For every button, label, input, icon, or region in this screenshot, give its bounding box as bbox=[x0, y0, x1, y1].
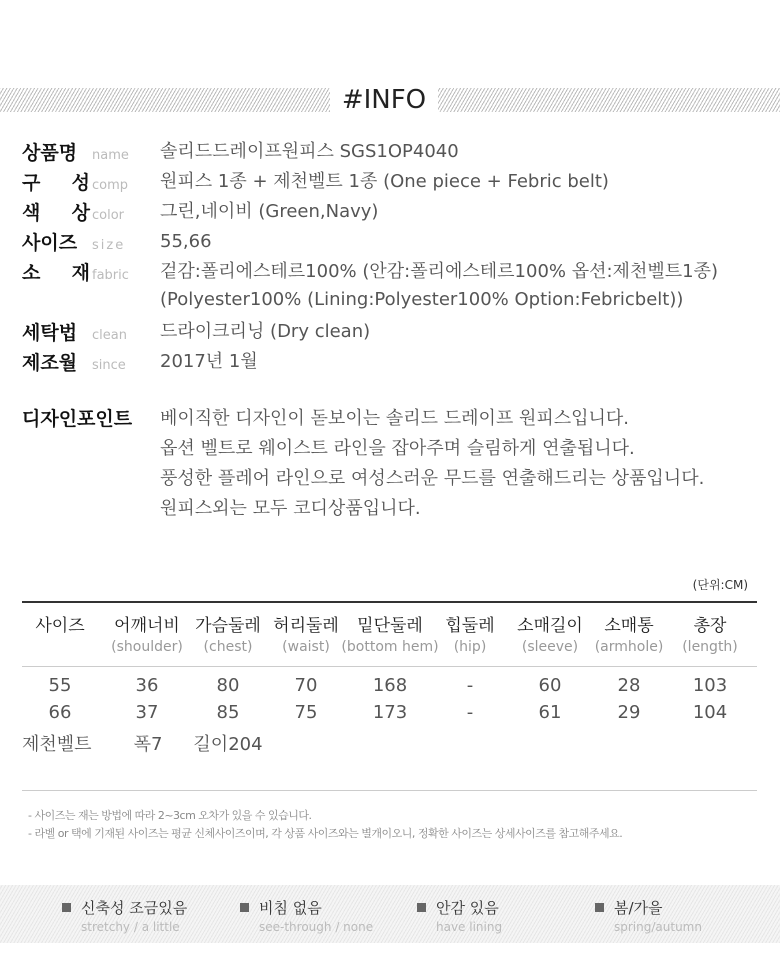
belt-label: 제천벨트 bbox=[22, 734, 92, 755]
design-line: 베이직한 디자인이 돋보이는 솔리드 드레이프 원피스입니다. bbox=[160, 408, 630, 429]
feature-title: 비침 없음 bbox=[259, 899, 322, 917]
table-subheader-cell: (shoulder) bbox=[111, 639, 183, 655]
table-header-cell: 소매길이 bbox=[517, 616, 583, 636]
table-subheader-cell: (waist) bbox=[282, 639, 330, 655]
table-top-rule bbox=[22, 601, 757, 603]
info-row-since bbox=[22, 348, 772, 378]
info-label: 상품명 bbox=[22, 142, 78, 164]
info-label: 제조월 bbox=[22, 352, 78, 374]
info-value: 그린,네이비 (Green,Navy) bbox=[160, 201, 379, 222]
unit-label: (단위:CM) bbox=[692, 578, 748, 592]
size-notes bbox=[28, 807, 622, 843]
feature-sub: stretchy / a little bbox=[81, 920, 180, 934]
info-value-2: (Polyester100% (Lining:Polyester100% Option:Febricbelt)) bbox=[160, 289, 684, 310]
square-bullet-icon bbox=[240, 903, 249, 912]
table-cell: 80 bbox=[216, 675, 240, 696]
design-point bbox=[22, 404, 772, 524]
table-subheader-cell: (sleeve) bbox=[521, 639, 579, 655]
info-label-en: size bbox=[92, 238, 126, 253]
note-line: - 사이즈는 재는 방법에 따라 2~3cm 오차가 있을 수 있습니다. bbox=[28, 809, 312, 822]
table-subheader-cell: (chest) bbox=[203, 639, 253, 655]
table-header-cell: 힙둘레 bbox=[445, 616, 495, 636]
info-label-en: name bbox=[92, 148, 129, 163]
table-cell: 173 bbox=[372, 702, 408, 723]
product-info bbox=[22, 138, 772, 378]
info-value: 솔리드드레이프원피스 SGS1OP4040 bbox=[160, 141, 459, 162]
info-label: 세탁법 bbox=[22, 322, 78, 344]
table-header-cell: 사이즈 bbox=[35, 616, 85, 636]
info-row-clean bbox=[22, 318, 772, 348]
table-cell: 61 bbox=[538, 702, 562, 723]
table-subheader-cell: (bottom hem) bbox=[341, 639, 439, 655]
table-subheader-cell: (length) bbox=[682, 639, 738, 655]
table-cell: 66 bbox=[48, 702, 72, 723]
info-label-en: clean bbox=[92, 328, 127, 343]
feature-lining bbox=[417, 897, 502, 934]
info-row-name bbox=[22, 138, 772, 168]
table-subheader-cell: (armhole) bbox=[594, 639, 664, 655]
info-value: 원피스 1종 + 제천벨트 1종 (One piece + Febric belt) bbox=[160, 171, 609, 192]
info-label: 사이즈 bbox=[22, 232, 78, 254]
table-cell: 37 bbox=[135, 702, 159, 723]
table-header-cell: 밑단둘레 bbox=[357, 616, 423, 636]
square-bullet-icon bbox=[62, 903, 71, 912]
feature-season bbox=[595, 897, 702, 934]
info-value: 2017년 1월 bbox=[160, 351, 258, 372]
note-line: - 라벨 or 택에 기재된 사이즈는 평균 신체사이즈이며, 각 상품 사이즈와는 별개이오니, 정확한 사이즈는 상세사이즈를 참고해주세요. bbox=[28, 827, 623, 840]
feature-bar bbox=[0, 885, 780, 943]
section-title: #INFO bbox=[330, 84, 438, 116]
info-row-size bbox=[22, 228, 772, 258]
info-label-en: since bbox=[92, 358, 126, 373]
table-header-cell: 허리둘레 bbox=[273, 616, 339, 636]
info-value: 겉감:폴리에스테르100% (안감:폴리에스테르100% 옵션:제천벨트1종) bbox=[160, 261, 718, 282]
info-label: 소 재 bbox=[22, 262, 90, 284]
square-bullet-icon bbox=[595, 903, 604, 912]
feature-sub: have lining bbox=[436, 920, 503, 934]
table-cell: - bbox=[466, 675, 474, 696]
feature-seethrough bbox=[240, 897, 373, 934]
info-row-comp bbox=[22, 168, 772, 198]
info-label: 구 성 bbox=[22, 172, 90, 194]
info-row-color bbox=[22, 198, 772, 228]
info-label-en: comp bbox=[92, 178, 129, 193]
design-label: 디자인포인트 bbox=[22, 408, 133, 430]
table-header-cell: 소매통 bbox=[604, 616, 654, 636]
info-label-en: color bbox=[92, 208, 125, 223]
table-header-cell: 가슴둘레 bbox=[195, 616, 261, 636]
table-header-cell: 어깨너비 bbox=[114, 616, 180, 636]
table-cell: 168 bbox=[372, 675, 408, 696]
feature-sub: see-through / none bbox=[259, 920, 374, 934]
table-header-cell: 총장 bbox=[693, 616, 727, 636]
table-cell: - bbox=[466, 702, 474, 723]
table-cell: 36 bbox=[135, 675, 159, 696]
design-line: 옵션 벨트로 웨이스트 라인을 잡아주며 슬림하게 연출됩니다. bbox=[160, 438, 635, 459]
feature-sub: spring/autumn bbox=[614, 920, 702, 934]
table-cell: 60 bbox=[538, 675, 562, 696]
square-bullet-icon bbox=[417, 903, 426, 912]
feature-stretch bbox=[62, 897, 187, 934]
feature-title: 안감 있음 bbox=[436, 899, 499, 917]
info-label-en: fabric bbox=[92, 268, 129, 283]
info-value: 55,66 bbox=[160, 231, 212, 252]
info-row-fabric bbox=[22, 258, 772, 318]
table-cell: 28 bbox=[617, 675, 641, 696]
table-cell: 75 bbox=[294, 702, 318, 723]
table-cell: 104 bbox=[692, 702, 728, 723]
table-cell: 29 bbox=[617, 702, 641, 723]
info-value: 드라이크리닝 (Dry clean) bbox=[160, 321, 371, 342]
feature-title: 봄/가을 bbox=[614, 899, 663, 917]
table-header-rule bbox=[22, 666, 757, 667]
table-subheader-cell: (hip) bbox=[453, 639, 487, 655]
info-label: 색 상 bbox=[22, 202, 90, 224]
design-line: 원피스외는 모두 코디상품입니다. bbox=[160, 498, 421, 519]
table-bottom-rule bbox=[22, 790, 757, 791]
design-line: 풍성한 플레어 라인으로 여성스러운 무드를 연출해드리는 상품입니다. bbox=[160, 468, 705, 489]
feature-title: 신축성 조금있음 bbox=[81, 899, 188, 917]
table-cell: 85 bbox=[216, 702, 240, 723]
belt-width: 폭7 bbox=[133, 734, 163, 755]
table-cell: 70 bbox=[294, 675, 318, 696]
table-cell: 103 bbox=[692, 675, 728, 696]
belt-length: 길이204 bbox=[193, 734, 263, 755]
table-cell: 55 bbox=[48, 675, 72, 696]
